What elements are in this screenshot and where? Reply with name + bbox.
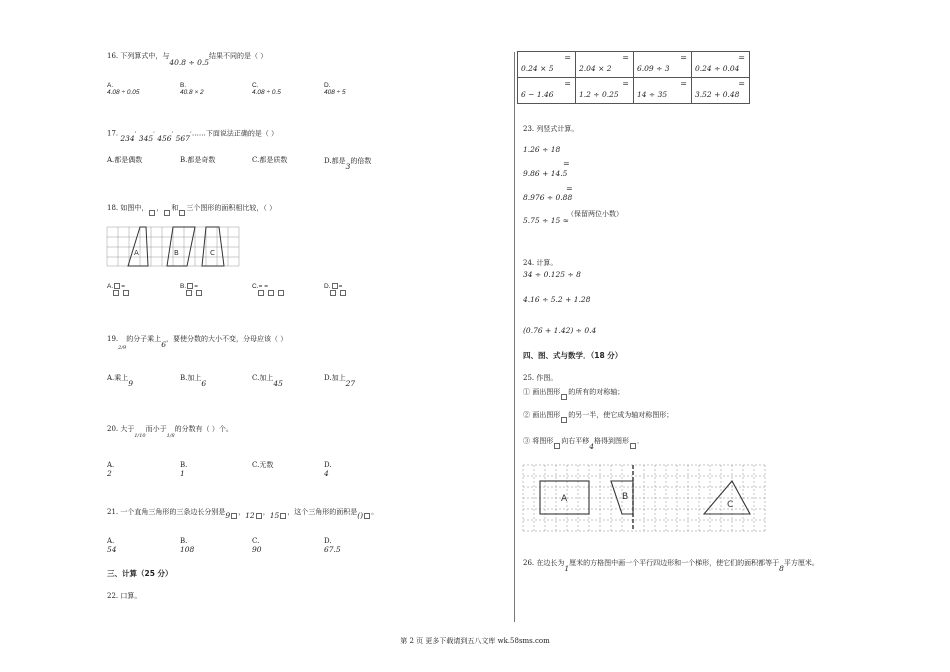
q24-item: 34 ÷ 0.125 ÷ 8 <box>523 270 581 279</box>
q18-option-d: D. = <box>324 283 347 297</box>
image-placeholder-icon <box>256 513 262 519</box>
q25-title: 25. 作图。 <box>523 374 558 382</box>
q16-option-b: B. 40.8 × 2 <box>180 82 204 97</box>
q16-option-d: D. 408 ÷ 5 <box>324 82 346 97</box>
table-cell: 6 − 1.46 = <box>518 78 576 104</box>
image-placeholder-icon <box>268 290 274 296</box>
q19-multiplier: 6 <box>161 340 166 349</box>
q17-series-item: 567 <box>175 134 190 144</box>
q17-option-d: D.都是3的倍数 <box>324 157 372 171</box>
q19-fraction: 2/9 <box>118 345 127 351</box>
q16-option-b-expr: 40.8 × 2 <box>180 89 204 97</box>
q21-option-a: A. 54 <box>107 537 117 554</box>
table-row <box>518 78 750 104</box>
page-footer: 第 2 页 更多下载请到五八文库 wk.58sms.com <box>400 637 550 645</box>
image-placeholder-icon <box>123 290 129 296</box>
q19-option-a: A.乘上9 <box>107 374 134 388</box>
q20-option-c: C.无数 <box>252 461 274 469</box>
q23-note: （保留两位小数） <box>567 210 623 218</box>
image-placeholder-icon <box>630 443 636 449</box>
q19-stem: $19._{2/9}$的分子乘上6，要使分数的大小不变，分母应该（ ） <box>107 335 288 351</box>
q17-stem: 17. 234, 345, 456, 567,……下面说法正确的是（ ） <box>107 128 279 144</box>
image-placeholder-icon <box>340 290 346 296</box>
q17-option-a: A.都是偶数 <box>107 156 143 164</box>
q19-option-c: C.加上45 <box>252 374 283 388</box>
q20-option-a: A. 2 <box>107 461 115 478</box>
table-cell: 0.24 ÷ 0.04 = <box>692 52 750 78</box>
q23-title: 23. 列竖式计算。 <box>523 125 579 133</box>
q20-fraction-2: 1/8 <box>166 433 175 439</box>
q16-option-a: A. 4.08 ÷ 0.05 <box>107 82 140 97</box>
q25-line-1: ① 画出图形 的所有的对称轴； <box>523 389 624 397</box>
q16-option-c: C. 4.08 ÷ 0.5 <box>252 82 281 97</box>
q17-option-b: B.都是奇数 <box>180 156 216 164</box>
q25-grid-figure <box>523 465 765 531</box>
q18-option-c: C.= = <box>252 283 285 297</box>
table-cell: 14 ÷ 35 = <box>634 78 692 104</box>
q17-series-item: 345 <box>138 134 154 144</box>
table-cell: 2.04 × 2 = <box>576 52 634 78</box>
q19-option-b: B.加上6 <box>180 374 207 388</box>
q19-option-d: D.加上27 <box>324 374 356 388</box>
q20-stem: 20. 大于$_{1/10}$而小于$_{1/8}$的分数有（ ）个。 <box>107 425 233 439</box>
image-placeholder-icon <box>231 513 237 519</box>
q20-option-d: D. 4 <box>324 461 332 478</box>
q17-option-d-expr: 3 <box>345 162 351 171</box>
q16-option-c-expr: 4.08 ÷ 0.5 <box>252 89 281 97</box>
q21-side: 9 <box>225 511 231 520</box>
q20-fraction-1: 1/10 <box>134 433 146 439</box>
q16-stem-b: 结果不同的是（ ） <box>209 52 268 60</box>
q18-stem: 18. 如图中， ， 和 三个图形的面积相比较，（ ） <box>107 205 276 213</box>
table-cell: 0.24 × 5 = <box>518 52 576 78</box>
q21-option-b: B. 108 <box>180 537 195 554</box>
image-placeholder-icon <box>258 290 264 296</box>
q23-eq: = <box>566 184 573 193</box>
q23-item: 9.86 + 14.5 <box>523 169 568 178</box>
image-placeholder-icon <box>364 513 370 519</box>
image-placeholder-icon <box>561 394 567 400</box>
q16-option-d-expr: 408 ÷ 5 <box>324 89 346 97</box>
section-4-heading: 四、图、式与数学．（18 分） <box>523 351 623 360</box>
figure-label-a: A <box>561 494 568 504</box>
q26-stem: 26. 在边长为1厘米的方格图中画一个平行四边形和一个梯形，使它们的面积都等于8平方厘米。 <box>523 559 819 573</box>
q21-option-c: C. 90 <box>252 537 262 554</box>
figure-label-b: B <box>174 249 179 257</box>
q21-option-d: D. 67.5 <box>324 537 341 554</box>
image-placeholder-icon <box>196 290 202 296</box>
q22-title: 22. 口算。 <box>107 592 142 600</box>
figure-label-c: C <box>210 249 215 257</box>
table-row <box>518 52 750 78</box>
image-placeholder-icon <box>332 283 338 289</box>
image-placeholder-icon <box>278 290 284 296</box>
shape-b <box>167 227 195 266</box>
q21-stem: 21. 一个直角三角形的三条边长分别是9 ，12 ，15 ，这个三角形的面积是() 。 <box>107 508 379 520</box>
image-placeholder-icon <box>113 290 119 296</box>
q17-series-item: 456 <box>157 134 172 144</box>
q21-side: 15 <box>269 511 280 520</box>
column-divider <box>514 52 515 622</box>
table-cell: 3.52 + 0.48 = <box>692 78 750 104</box>
q16-expr: 40.8 ÷ 0.5 <box>169 58 210 67</box>
image-placeholder-icon <box>554 443 560 449</box>
section-3-heading: 三、计算（25 分） <box>107 569 173 578</box>
q18-grid-figure <box>107 227 239 267</box>
q24-item: (0.76 + 1.42) ÷ 0.4 <box>523 326 597 335</box>
q18-option-a: A. = <box>107 283 130 297</box>
q16-option-a-expr: 4.08 ÷ 0.05 <box>107 89 140 97</box>
q18-option-b: B. = <box>180 283 203 297</box>
image-placeholder-icon <box>330 290 336 296</box>
shape-a <box>128 227 148 266</box>
figure-label-b: B <box>622 492 629 502</box>
image-placeholder-icon <box>561 417 567 423</box>
q22-table <box>517 51 750 104</box>
q25-line-3: ③ 将图形 向右平移4格得到图形 ． <box>523 437 645 451</box>
table-cell: 6.09 ÷ 3 = <box>634 52 692 78</box>
q23-item: 8.976 ÷ 0.88 <box>523 193 573 202</box>
q23-item: 5.75 ÷ 15 ≈ <box>523 216 569 225</box>
shape-c <box>202 227 224 266</box>
q16-stem-a: 16. 下列算式中，与 <box>107 52 170 60</box>
q17-series-item: 234 <box>120 134 135 144</box>
q23-item: 1.26 ÷ 18 <box>523 145 561 154</box>
q20-option-b: B. 1 <box>180 461 188 478</box>
image-placeholder-icon <box>186 290 192 296</box>
q16-stem <box>107 52 268 67</box>
q21-side: 12 <box>245 511 255 520</box>
image-placeholder-icon <box>149 210 155 216</box>
image-placeholder-icon <box>280 513 286 519</box>
figure-label-a: A <box>134 249 139 257</box>
figure-label-c: C <box>727 500 734 510</box>
q25-line-2: ② 画出图形 的另一半，使它成为轴对称图形； <box>523 412 673 420</box>
q24-title: 24. 计算。 <box>523 259 558 267</box>
q17-stem-b: ……下面说法正确的是（ ） <box>191 129 279 138</box>
image-placeholder-icon <box>179 210 185 216</box>
image-placeholder-icon <box>164 210 170 216</box>
image-placeholder-icon <box>114 283 120 289</box>
table-cell: 1.2 ÷ 0.25 = <box>576 78 634 104</box>
image-placeholder-icon <box>187 283 193 289</box>
q24-item: 4.16 ÷ 5.2 + 1.28 <box>523 295 591 304</box>
q23-eq: = <box>563 159 570 168</box>
q17-option-c: C.都是质数 <box>252 156 288 164</box>
